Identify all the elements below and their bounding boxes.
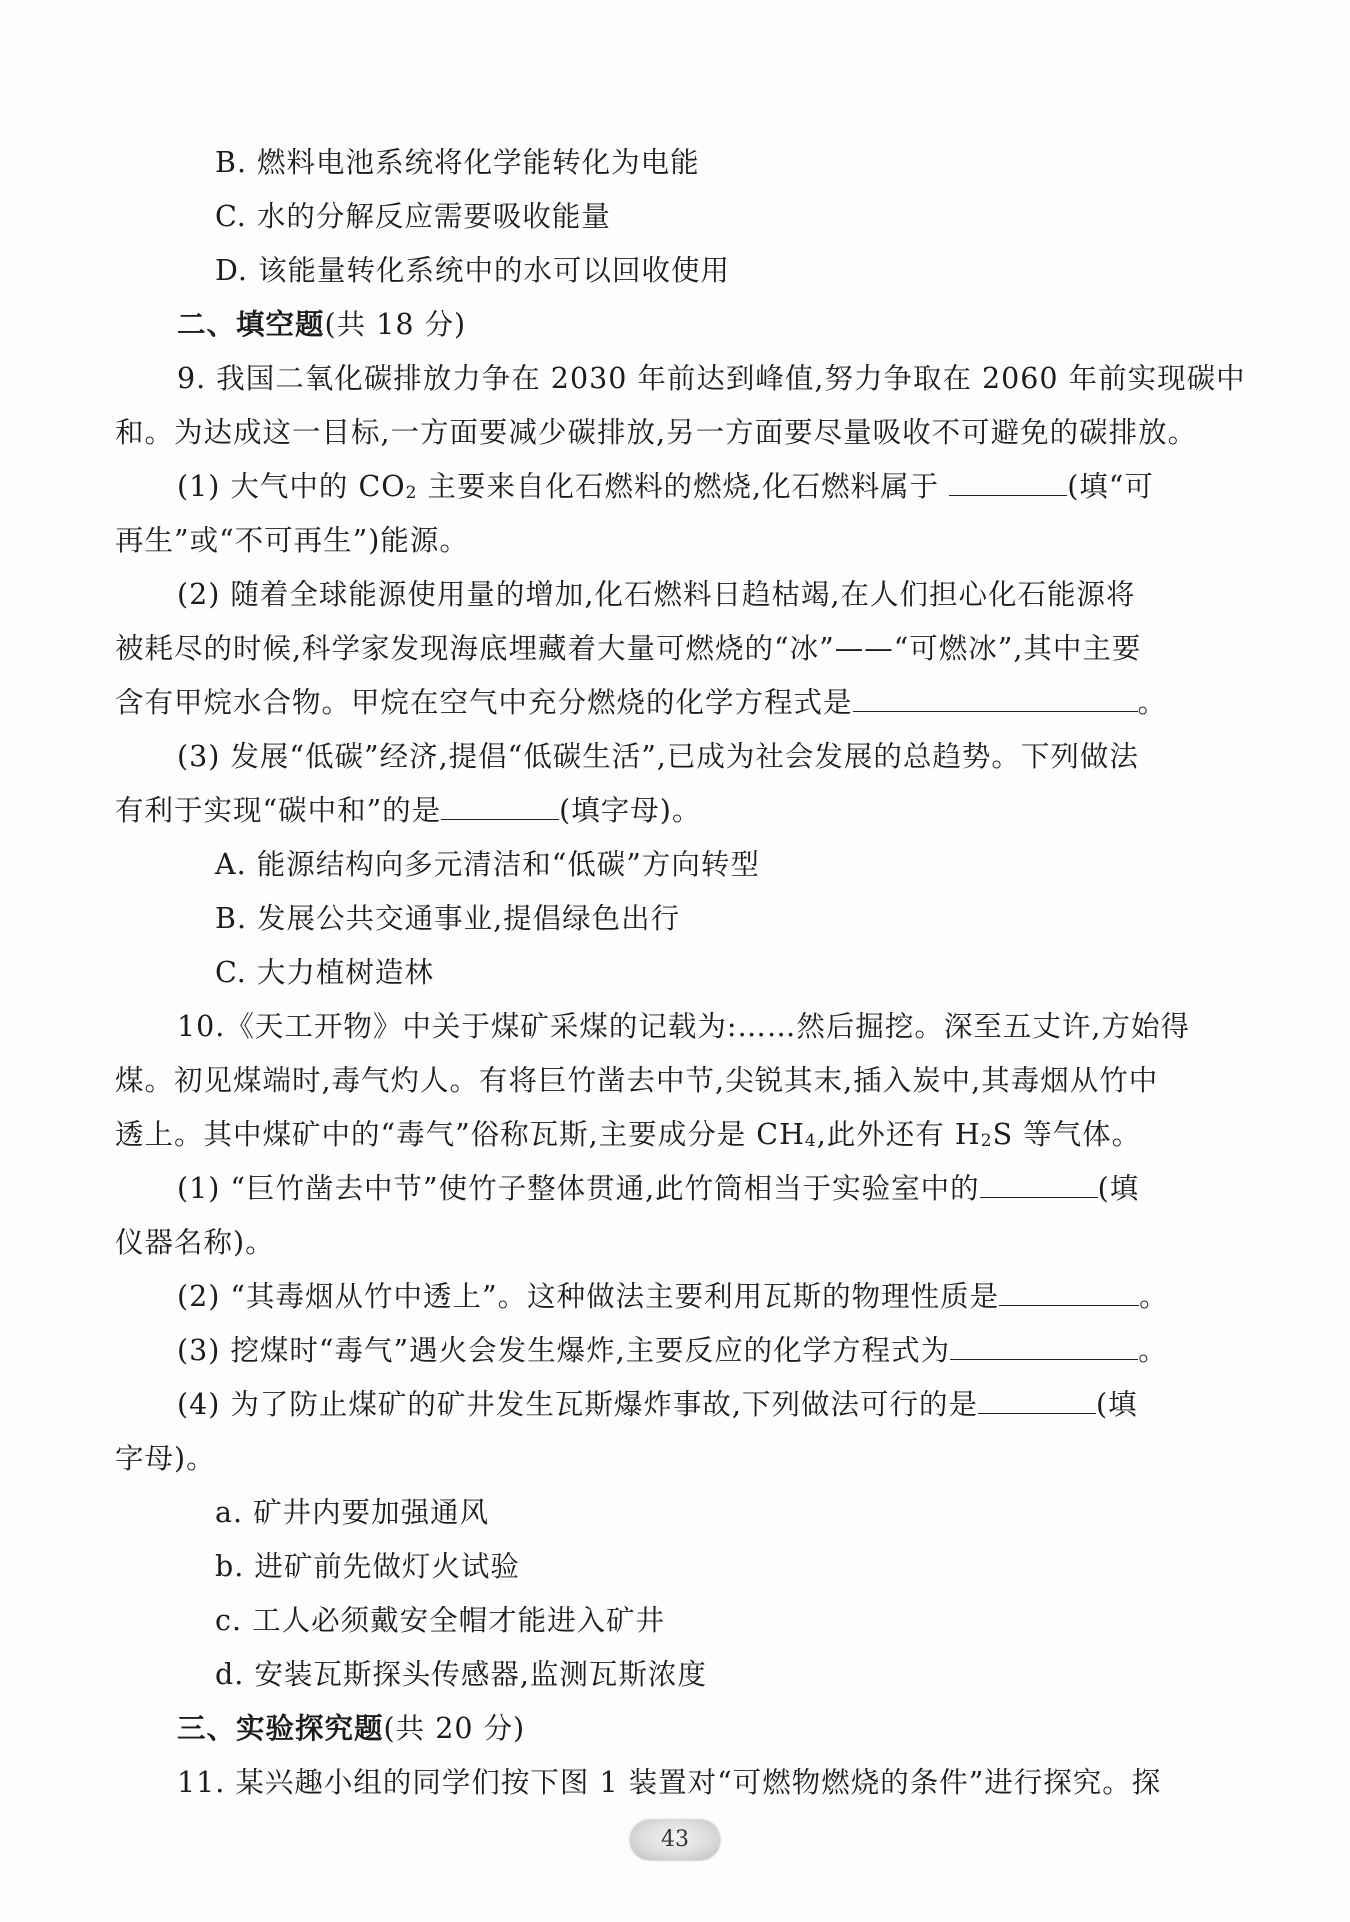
answer-blank[interactable] xyxy=(978,1385,1096,1414)
q10-part4: (4) 为了防止煤矿的矿井发生瓦斯爆炸事故,下列做法可行的是 (填 xyxy=(177,1385,1138,1425)
q9-intro-line2: 和。为达成这一目标,一方面要减少碳排放,另一方面要尽量吸收不可避免的碳排放。 xyxy=(115,416,1198,449)
q9-intro-line1: 9. 我国二氧化碳排放力争在 2030 年前达到峰值,努力争取在 2060 年前实现碳中 xyxy=(177,362,1246,395)
q9-option-a: A. 能源结构向多元清洁和“低碳”方向转型 xyxy=(215,848,760,881)
q10-part1: (1) “巨竹凿去中节”使竹子整体贯通,此竹筒相当于实验室中的 (填 xyxy=(177,1169,1139,1209)
answer-blank[interactable] xyxy=(999,1277,1139,1306)
q10-part1-cont: 仪器名称)。 xyxy=(115,1226,275,1259)
answer-blank[interactable] xyxy=(853,683,1138,712)
q10-intro-line2: 煤。初见煤端时,毒气灼人。有将巨竹凿去中节,尖锐其末,插入炭中,其毒烟从竹中 xyxy=(115,1064,1159,1097)
answer-blank[interactable] xyxy=(980,1169,1098,1198)
q11-intro-line1: 11. 某兴趣小组的同学们按下图 1 装置对“可燃物燃烧的条件”进行探究。探 xyxy=(177,1766,1162,1799)
q10-part2: (2) “其毒烟从竹中透上”。这种做法主要利用瓦斯的物理性质是 。 xyxy=(177,1277,1169,1317)
q9-option-c: C. 大力植树造林 xyxy=(215,956,434,989)
q10-option-d: d. 安装瓦斯探头传感器,监测瓦斯浓度 xyxy=(215,1658,707,1691)
section-2-heading xyxy=(177,305,466,345)
q10-option-b: b. 进矿前先做灯火试验 xyxy=(215,1550,520,1583)
q10-part4-cont: 字母)。 xyxy=(115,1442,216,1475)
q10-option-a: a. 矿井内要加强通风 xyxy=(215,1496,490,1529)
q8-option-c: C. 水的分解反应需要吸收能量 xyxy=(215,200,611,233)
page-number: 43 xyxy=(630,1820,720,1860)
q9-part2-line1: (2) 随着全球能源使用量的增加,化石燃料日趋枯竭,在人们担心化石能源将 xyxy=(177,578,1136,611)
section-2-title: 二、填空题 xyxy=(177,308,325,341)
section-2-points: (共 18 分) xyxy=(324,308,467,341)
q10-option-c: c. 工人必须戴安全帽才能进入矿井 xyxy=(215,1604,666,1637)
q8-option-d: D. 该能量转化系统中的水可以回收使用 xyxy=(215,254,730,287)
q9-part3-line2: 有利于实现“碳中和”的是 (填字母)。 xyxy=(115,791,701,831)
q9-part3-line1: (3) 发展“低碳”经济,提倡“低碳生活”,已成为社会发展的总趋势。下列做法 xyxy=(177,740,1139,773)
answer-blank[interactable] xyxy=(949,467,1067,496)
answer-blank[interactable] xyxy=(441,791,559,820)
q9-part1: (1) 大气中的 $CO_2$ 主要来自化石燃料的燃烧,化石燃料属于 (填“可 xyxy=(177,467,1154,507)
section-3-points: (共 20 分) xyxy=(383,1712,526,1745)
q9-part2-line3: 含有甲烷水合物。甲烷在空气中充分燃烧的化学方程式是 。 xyxy=(115,683,1167,723)
q8-option-b: B. 燃料电池系统将化学能转化为电能 xyxy=(215,146,700,179)
q9-option-b: B. 发展公共交通事业,提倡绿色出行 xyxy=(215,902,681,935)
q10-part3: (3) 挖煤时“毒气”遇火会发生爆炸,主要反应的化学方程式为 。 xyxy=(177,1331,1168,1371)
q10-intro-line1: 10.《天工开物》中关于煤矿采煤的记载为:……然后掘挖。深至五丈许,方始得 xyxy=(177,1010,1190,1043)
answer-blank[interactable] xyxy=(950,1331,1138,1360)
section-3-title: 三、实验探究题 xyxy=(177,1712,384,1745)
q9-part2-line2: 被耗尽的时候,科学家发现海底埋藏着大量可燃烧的“冰”——“可燃冰”,其中主要 xyxy=(115,632,1142,665)
q9-part1-cont: 再生”或“不可再生”)能源。 xyxy=(115,524,469,557)
section-3-heading xyxy=(177,1709,525,1749)
q10-intro-line3: 透上。其中煤矿中的“毒气”俗称瓦斯,主要成分是 $CH_4$,此外还有 $H_2S$ 等气体。 xyxy=(115,1118,1142,1151)
